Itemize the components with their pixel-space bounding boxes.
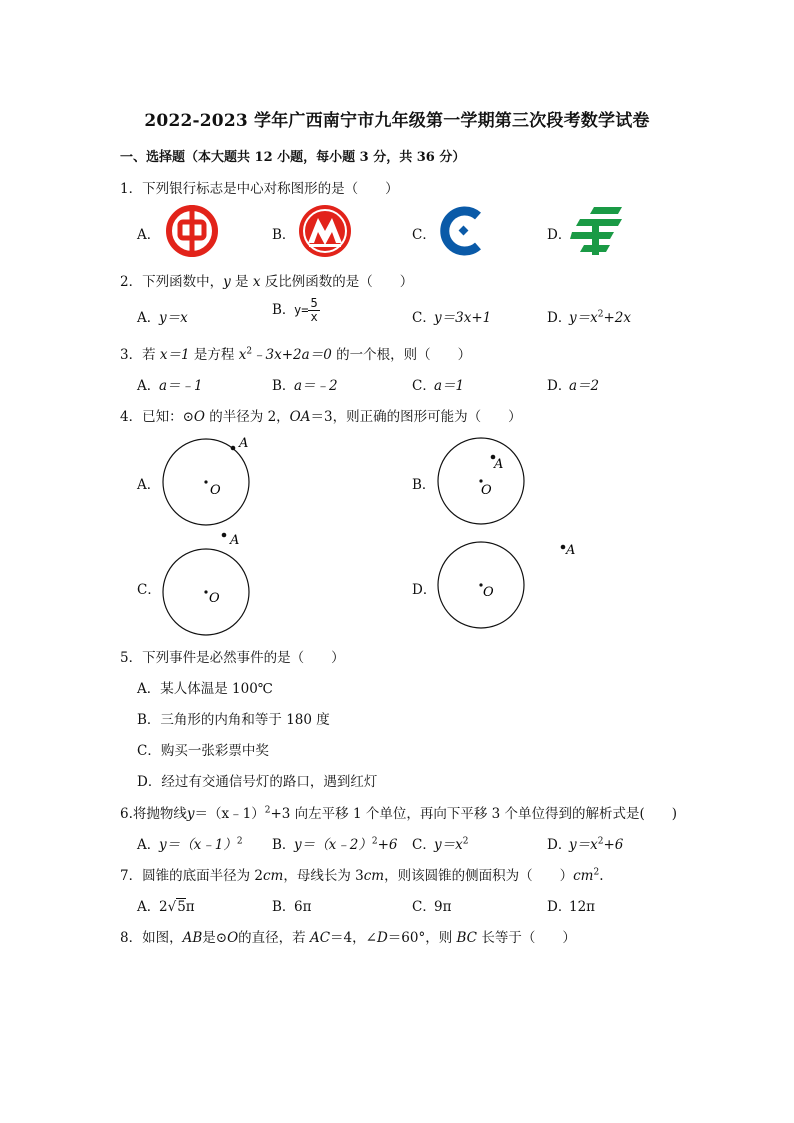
q6-c-exponent: 2 — [462, 836, 469, 847]
q7-option-c — [412, 895, 451, 915]
q2-b-prefix: y= — [294, 303, 309, 317]
q8-text: ＝60°，则 — [387, 930, 457, 946]
q2-a-label: A． — [137, 310, 161, 326]
q6-text: 6.将抛物线 — [120, 806, 187, 822]
q3-text: 的一个根，则（ ） — [331, 347, 472, 363]
label-o: O — [210, 483, 221, 498]
q2-c-label: C． — [412, 310, 436, 326]
q4-text: 4．已知：⊙ — [120, 409, 194, 425]
q6-a-value: y＝（x﹣1） — [159, 837, 237, 853]
question-1-stem: 1．下列银行标志是中心对称图形的是（ ） — [120, 181, 399, 197]
q2-d-value-tail: +2x — [603, 310, 631, 326]
radical-sign: √ — [167, 899, 177, 915]
q5-option-d: D．经过有交通信号灯的路口，遇到红灯 — [137, 774, 378, 790]
q5-option-a: A．某人体温是 100℃ — [137, 681, 273, 697]
center-point-o — [204, 590, 207, 593]
q7-text: ，母线长为 3 — [283, 868, 364, 884]
q6-a-exponent: 2 — [236, 836, 243, 847]
china-construction-bank-logo — [440, 207, 490, 255]
q8-circle-name: O — [227, 930, 239, 946]
q3-option-d — [547, 374, 599, 394]
q6-text: +3 向左平移 1 个单位，再向下平移 3 个单位得到的解析式是( ) — [270, 806, 678, 822]
q1-option-b-label: B． — [272, 227, 296, 243]
q7-text: . — [599, 868, 604, 884]
q4-figure-b — [434, 436, 534, 531]
question-6-stem — [120, 802, 677, 822]
q7-a-coefficient: 2 — [159, 899, 168, 915]
q3-equation-tail: ﹣3x+2a＝0 — [252, 347, 332, 363]
q7-option-b — [272, 895, 311, 915]
q2-text: 2．下列函数中， — [120, 274, 224, 290]
q4-segment-oa: OA — [289, 409, 311, 425]
q4-text: 的半径为 2， — [204, 409, 290, 425]
q7-option-a — [137, 895, 195, 915]
q6-option-b — [272, 833, 397, 853]
label-a: A — [494, 457, 504, 472]
q2-var-y: y — [223, 274, 231, 290]
q7-text: 7．圆锥的底面半径为 2 — [120, 868, 263, 884]
q7-a-radicand: 5 — [177, 899, 186, 915]
q1-option-a-label: A． — [137, 227, 161, 243]
q2-option-a — [137, 306, 188, 326]
q8-segment-bc: BC — [456, 930, 478, 946]
q6-option-d — [547, 833, 623, 853]
bank-of-china-logo — [163, 203, 221, 259]
q7-a-pi: π — [185, 899, 195, 915]
q3-b-value: a＝﹣2 — [294, 378, 338, 394]
q6-var-y: y — [186, 806, 195, 822]
q4-option-a-label: A． — [137, 477, 161, 493]
q6-b-value: y＝（x﹣2） — [294, 837, 372, 853]
q6-a-label: A． — [137, 837, 161, 853]
label-o: O — [209, 591, 220, 606]
q7-unit: cm — [363, 868, 385, 884]
point-a — [231, 446, 236, 451]
label-a: A — [230, 533, 240, 548]
q3-option-c — [412, 374, 464, 394]
q2-b-label: B． — [272, 302, 296, 318]
q4-figure-d — [434, 530, 594, 640]
question-3-stem — [120, 343, 471, 363]
q2-d-exponent: 2 — [597, 309, 604, 320]
q3-a-value: a＝﹣1 — [159, 378, 203, 394]
q3-d-label: D． — [547, 378, 572, 394]
q3-equation: x — [238, 347, 247, 363]
q3-d-value: a＝2 — [569, 378, 600, 394]
postal-savings-bank-logo — [570, 205, 628, 257]
section-heading: 一、选择题（本大题共 12 小题，每小题 3 分，共 36 分） — [120, 150, 466, 165]
q4-figure-a — [160, 436, 260, 531]
q6-d-value-tail: +6 — [603, 837, 624, 853]
q1-option-d-label: D． — [547, 227, 572, 243]
q6-exponent: 2 — [264, 805, 271, 816]
q5-option-c: C．购买一张彩票中奖 — [137, 743, 269, 759]
q8-angle-d: D — [376, 930, 388, 946]
q6-equation: ＝（x﹣1） — [194, 806, 265, 822]
q2-option-d — [547, 306, 631, 326]
q2-d-value: y＝x — [569, 310, 598, 326]
question-5-stem: 5．下列事件是必然事件的是（ ） — [120, 650, 345, 666]
q6-d-value: y＝x — [569, 837, 598, 853]
q6-option-a — [137, 833, 243, 853]
fraction-numerator: 5 — [310, 296, 318, 310]
q2-text: 反比例函数的是（ ） — [260, 274, 414, 290]
q3-b-label: B． — [272, 378, 296, 394]
q1-option-c-label: C． — [412, 227, 436, 243]
q7-b-value: 6π — [294, 899, 312, 915]
q7-unit: cm — [573, 868, 594, 884]
q7-c-value: 9π — [434, 899, 452, 915]
q4-circle-name: O — [193, 409, 205, 425]
q6-c-label: C． — [412, 837, 436, 853]
q3-c-value: a＝1 — [434, 378, 465, 394]
q2-c-value: y＝3x+1 — [434, 310, 492, 326]
q6-c-value: y＝x — [434, 837, 463, 853]
label-o: O — [481, 483, 492, 498]
question-8-stem — [120, 926, 576, 946]
q4-text: ＝3，则正确的图形可能为（ ） — [310, 409, 522, 425]
q6-d-exponent: 2 — [597, 836, 604, 847]
q2-b-fraction — [308, 297, 319, 324]
q2-a-value: y＝x — [159, 310, 188, 326]
q3-option-a — [137, 374, 203, 394]
q5-option-b: B．三角形的内角和等于 180 度 — [137, 712, 330, 728]
q2-option-c — [412, 306, 491, 326]
question-2-stem — [120, 270, 413, 290]
q6-b-label: B． — [272, 837, 296, 853]
fraction-denominator: x — [310, 310, 318, 324]
q6-d-label: D． — [547, 837, 572, 853]
q4-figure-c — [160, 530, 260, 640]
q4-option-b-label: B． — [412, 477, 436, 493]
q3-a-label: A． — [137, 378, 161, 394]
q7-option-d — [547, 895, 595, 915]
q3-text: 是方程 — [189, 347, 239, 363]
q8-text: 的直径，若 — [238, 930, 310, 946]
q3-root: x＝1 — [159, 347, 190, 363]
center-point-o — [204, 480, 207, 483]
question-7-stem — [120, 864, 604, 884]
q7-b-label: B． — [272, 899, 296, 915]
q3-option-b — [272, 374, 338, 394]
q7-unit: cm — [262, 868, 284, 884]
q7-c-label: C． — [412, 899, 436, 915]
q8-text: ＝4，∠ — [330, 930, 377, 946]
question-4-stem — [120, 405, 522, 425]
point-a — [561, 545, 566, 550]
q3-exponent: 2 — [246, 346, 253, 357]
q8-text: 长等于（ ） — [477, 930, 576, 946]
q7-d-value: 12π — [569, 899, 596, 915]
q2-d-label: D． — [547, 310, 572, 326]
q4-option-c-label: C． — [137, 582, 161, 598]
point-a — [222, 533, 227, 538]
page-title: 2022-2023 学年广西南宁市九年级第一学期第三次段考数学试卷 — [144, 111, 650, 131]
q4-option-d-label: D． — [412, 582, 437, 598]
q2-text: 是 — [230, 274, 253, 290]
q8-text: 是⊙ — [202, 930, 228, 946]
q6-b-value-tail: +6 — [377, 837, 398, 853]
q7-a-label: A． — [137, 899, 161, 915]
q3-c-label: C． — [412, 378, 436, 394]
q6-b-exponent: 2 — [371, 836, 378, 847]
q2-option-b — [272, 297, 320, 324]
q8-segment-ab: AB — [182, 930, 203, 946]
label-o: O — [483, 585, 494, 600]
q6-option-c — [412, 833, 468, 853]
q3-text: 3．若 — [120, 347, 160, 363]
china-merchants-bank-logo — [297, 203, 355, 259]
q8-segment-ac: AC — [309, 930, 331, 946]
q2-var-x: x — [252, 274, 261, 290]
q7-unit-exponent: 2 — [593, 867, 600, 878]
label-a: A — [239, 436, 249, 451]
label-a: A — [566, 543, 576, 558]
q7-d-label: D． — [547, 899, 572, 915]
q7-text: ，则该圆锥的侧面积为（ ） — [384, 868, 574, 884]
q8-text: 8．如图， — [120, 930, 183, 946]
